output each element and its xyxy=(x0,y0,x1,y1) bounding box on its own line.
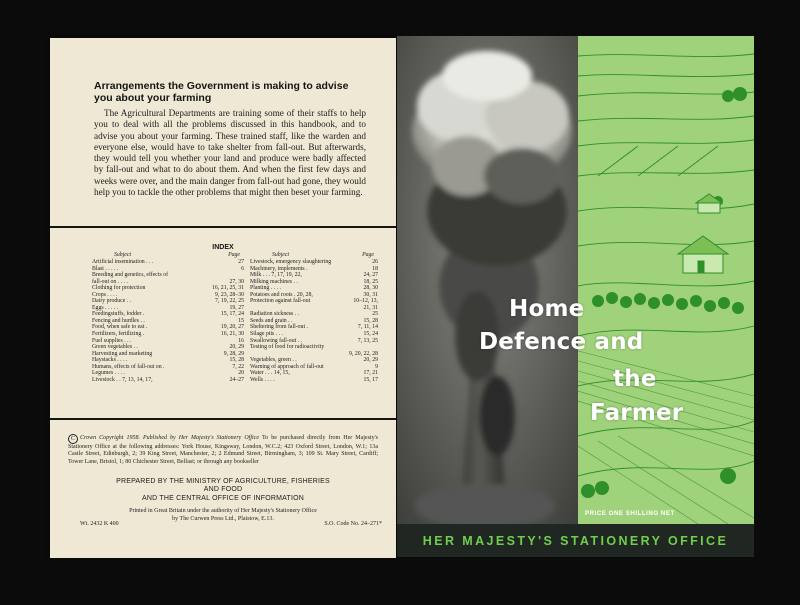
imprint-section xyxy=(50,434,396,523)
front-cover xyxy=(397,36,754,557)
index-subject: Planting . . . . xyxy=(250,285,281,292)
index-page: 25 xyxy=(372,311,378,318)
index-page: 24, 27 xyxy=(363,272,378,279)
index-page: 18, 25 xyxy=(363,278,378,285)
index-page: 9 xyxy=(375,363,378,370)
index-subject: Artificial insemination . . . xyxy=(92,259,154,265)
index-subject: Dairy produce . . xyxy=(92,298,132,305)
index-subject: Feedingstuffs, fodder . xyxy=(92,311,145,318)
publisher-name: HER MAJESTY'S STATIONERY OFFICE xyxy=(422,534,729,548)
index-subject: Water . . . 14, 15, xyxy=(250,370,290,377)
index-column-header xyxy=(92,252,244,259)
divider-rule xyxy=(50,418,396,420)
cover-title-line: Defence and xyxy=(479,329,644,355)
index-page: 9, 20, 22, 28 xyxy=(349,350,378,357)
index-subject: Potatoes and roots . 20, 28, xyxy=(250,291,313,298)
mushroom-cloud-photo xyxy=(397,36,578,524)
index-page: 27 xyxy=(238,259,244,265)
index-subject: Crops . . . . xyxy=(92,291,118,298)
index-page: 20 xyxy=(238,370,244,377)
index-page: 28, 30 xyxy=(363,285,378,292)
index-page: 15, 17, 24 xyxy=(220,311,244,318)
index-page: 7, 13, 25 xyxy=(357,337,378,344)
index-page: 15 xyxy=(238,317,244,324)
index-subject: Fencing and hurdles . . xyxy=(92,317,145,324)
prepared-line: AND FOOD xyxy=(203,486,243,494)
so-code: S.O. Code No. 24–271* xyxy=(324,521,382,527)
page-header: Page xyxy=(362,252,374,258)
inside-back-page xyxy=(50,38,396,558)
index-subject: Radiation sickness . . xyxy=(250,311,300,318)
index-subject: Protection against fall-out xyxy=(250,298,311,305)
index-page: 7, 11, 14 xyxy=(357,324,378,331)
index-subject: Silage pits . . . xyxy=(250,331,284,338)
index-page: 17, 21 xyxy=(363,370,378,377)
index-subject: Haystacks . . . . xyxy=(92,357,128,364)
index-subject: Fertilizers, fertilizing . xyxy=(92,331,145,338)
index-page: 9, 23, 28–30 xyxy=(215,291,244,298)
index-subject: Clothing for protection xyxy=(92,285,146,292)
index-subject: Vegetables, green . . xyxy=(250,357,297,364)
index-subject: Livestock . . 7, 13, 14, 17, xyxy=(92,376,153,383)
index-column-right xyxy=(250,252,378,383)
index-subject: Humans, effects of fall-out on . xyxy=(92,363,165,370)
index-page: 21, 31 xyxy=(363,304,378,311)
copyright-icon: C xyxy=(68,434,78,444)
index-page: 30, 31 xyxy=(363,291,378,298)
index-page: 7, 19, 22, 25 xyxy=(215,298,244,305)
index-subject: Food, when safe to eat . xyxy=(92,324,148,331)
index-subject: Seeds and grain . . xyxy=(250,317,293,324)
index-subject: Fuel supplies . . . xyxy=(92,337,132,344)
index-page: 24–27 xyxy=(229,376,244,383)
index-page: 20, 29 xyxy=(229,344,244,351)
copyright-line: Crown Copyright 1958. Published by Her Majesty's Stationery Office xyxy=(80,435,260,441)
index-page: 19, 27 xyxy=(229,304,244,311)
index-subject: fall-out on . . . . xyxy=(92,278,128,285)
price-label: PRICE ONE SHILLING NET xyxy=(585,510,675,517)
index-column-left xyxy=(92,252,244,383)
index-page: 15, 28 xyxy=(229,357,244,364)
index-subject: Milking machines . . xyxy=(250,278,298,285)
index-subject: Testing of food for radioactivity xyxy=(250,344,325,351)
index-page: 16, 21, 30 xyxy=(220,331,244,338)
index-subject: Green vegetables . . xyxy=(92,344,138,351)
index-subject: Milk . . . 7, 17, 19, 22, xyxy=(250,272,302,279)
subject-header: Subject xyxy=(272,252,290,258)
index-page: 20, 29 xyxy=(363,357,378,364)
index-subject: Machinery, implements . xyxy=(250,265,308,272)
print-codes xyxy=(80,521,382,527)
cover-title-line: the xyxy=(613,366,657,392)
wt-code: Wt. 2432 K 400 xyxy=(80,521,119,527)
index-entry xyxy=(92,377,244,384)
index-column-header xyxy=(250,252,378,259)
index-page: 15, 28 xyxy=(363,317,378,324)
arrangements-body: The Agricultural Departments are training some of their staffs to help you to deal with all the problems discussed in this handbook, and to advise you about your farming. These trained staff, like the warden and everyone else, would have to take shelter from fall-out. But afterwards, they would tell you whether your land and produce were badly affected by fall-out and what to do about them. And when the first few days and weeks were over, and the main danger from fall-out had gone, they would help you to tackle the other problems that might then beset your farming. xyxy=(94,108,366,198)
prepared-by xyxy=(68,478,378,504)
index-subject: Legumes . . . . xyxy=(92,370,125,377)
prepared-line: PREPARED BY THE MINISTRY OF AGRICULTURE, FISHERIES xyxy=(116,477,330,485)
farmland-illustration xyxy=(578,36,754,524)
index-subject: Livestock, emergency slaughtering xyxy=(250,259,332,265)
index-subject: Harvesting and marketing xyxy=(92,350,153,357)
subject-header: Subject xyxy=(114,252,132,258)
cover-title-line: Farmer xyxy=(590,400,684,426)
page-header: Page xyxy=(228,252,240,258)
index-page: 16 xyxy=(238,337,244,344)
index-entry xyxy=(250,377,378,384)
index-subject: Eggs . . . . . xyxy=(92,304,119,311)
index-section xyxy=(50,244,396,402)
index-page: 18 xyxy=(372,265,378,272)
index-page: 19, 20, 27 xyxy=(220,324,244,331)
index-subject: Swallowing fall-out . . xyxy=(250,337,303,344)
index-title: INDEX xyxy=(212,244,234,251)
arrangements-heading: Arrangements the Government is making to advise you about your farming xyxy=(94,80,349,104)
index-subject: Sheltering from fall-out . xyxy=(250,324,308,331)
index-subject: Blast . . . . . xyxy=(92,265,119,272)
index-page: 15, 17 xyxy=(363,376,378,383)
index-subject: Wells . . . . xyxy=(250,376,275,383)
arrangements-section xyxy=(50,80,396,198)
index-subject: Breeding and genetics, effects of xyxy=(92,272,169,279)
index-page: 6 xyxy=(241,265,244,272)
printed-line: Printed in Great Britain under the authority of Her Majesty's Stationery Office xyxy=(129,508,317,515)
index-page: 16, 21, 25, 31 xyxy=(212,285,244,292)
printed-line: by The Curwen Press Ltd., Plaistow, E.13. xyxy=(172,515,274,522)
divider-rule xyxy=(50,226,396,228)
index-page: 7, 22 xyxy=(232,363,244,370)
index-page: 9, 28, 29 xyxy=(223,350,244,357)
index-page: 27, 30 xyxy=(229,278,244,285)
index-page: 15, 24 xyxy=(363,331,378,338)
prepared-line: AND THE CENTRAL OFFICE OF INFORMATION xyxy=(141,494,305,502)
index-page: 26 xyxy=(372,259,378,265)
copyright-text xyxy=(68,434,378,466)
index-page: 10–12, 13, xyxy=(353,298,378,305)
index-subject: Warning of approach of fall-out xyxy=(250,363,324,370)
purchase-addresses: To be purchased directly from Her Majesty's Stationery Office at the following addresses: York House, Kingsway, London, W.C.2; 423 Oxford Street, London, W.1; 13a Castle Street, Edinburgh, 2; 39 King Street, Manchester, 2; 2 Edmund Street, Birmingham, 3; 109 St. Mary Street, Cardiff; Tower Lane, Bristol, 1; 80 Chichester Street, Belfast; or through any bookseller xyxy=(68,435,378,465)
cover-title-line: Home xyxy=(509,296,585,322)
